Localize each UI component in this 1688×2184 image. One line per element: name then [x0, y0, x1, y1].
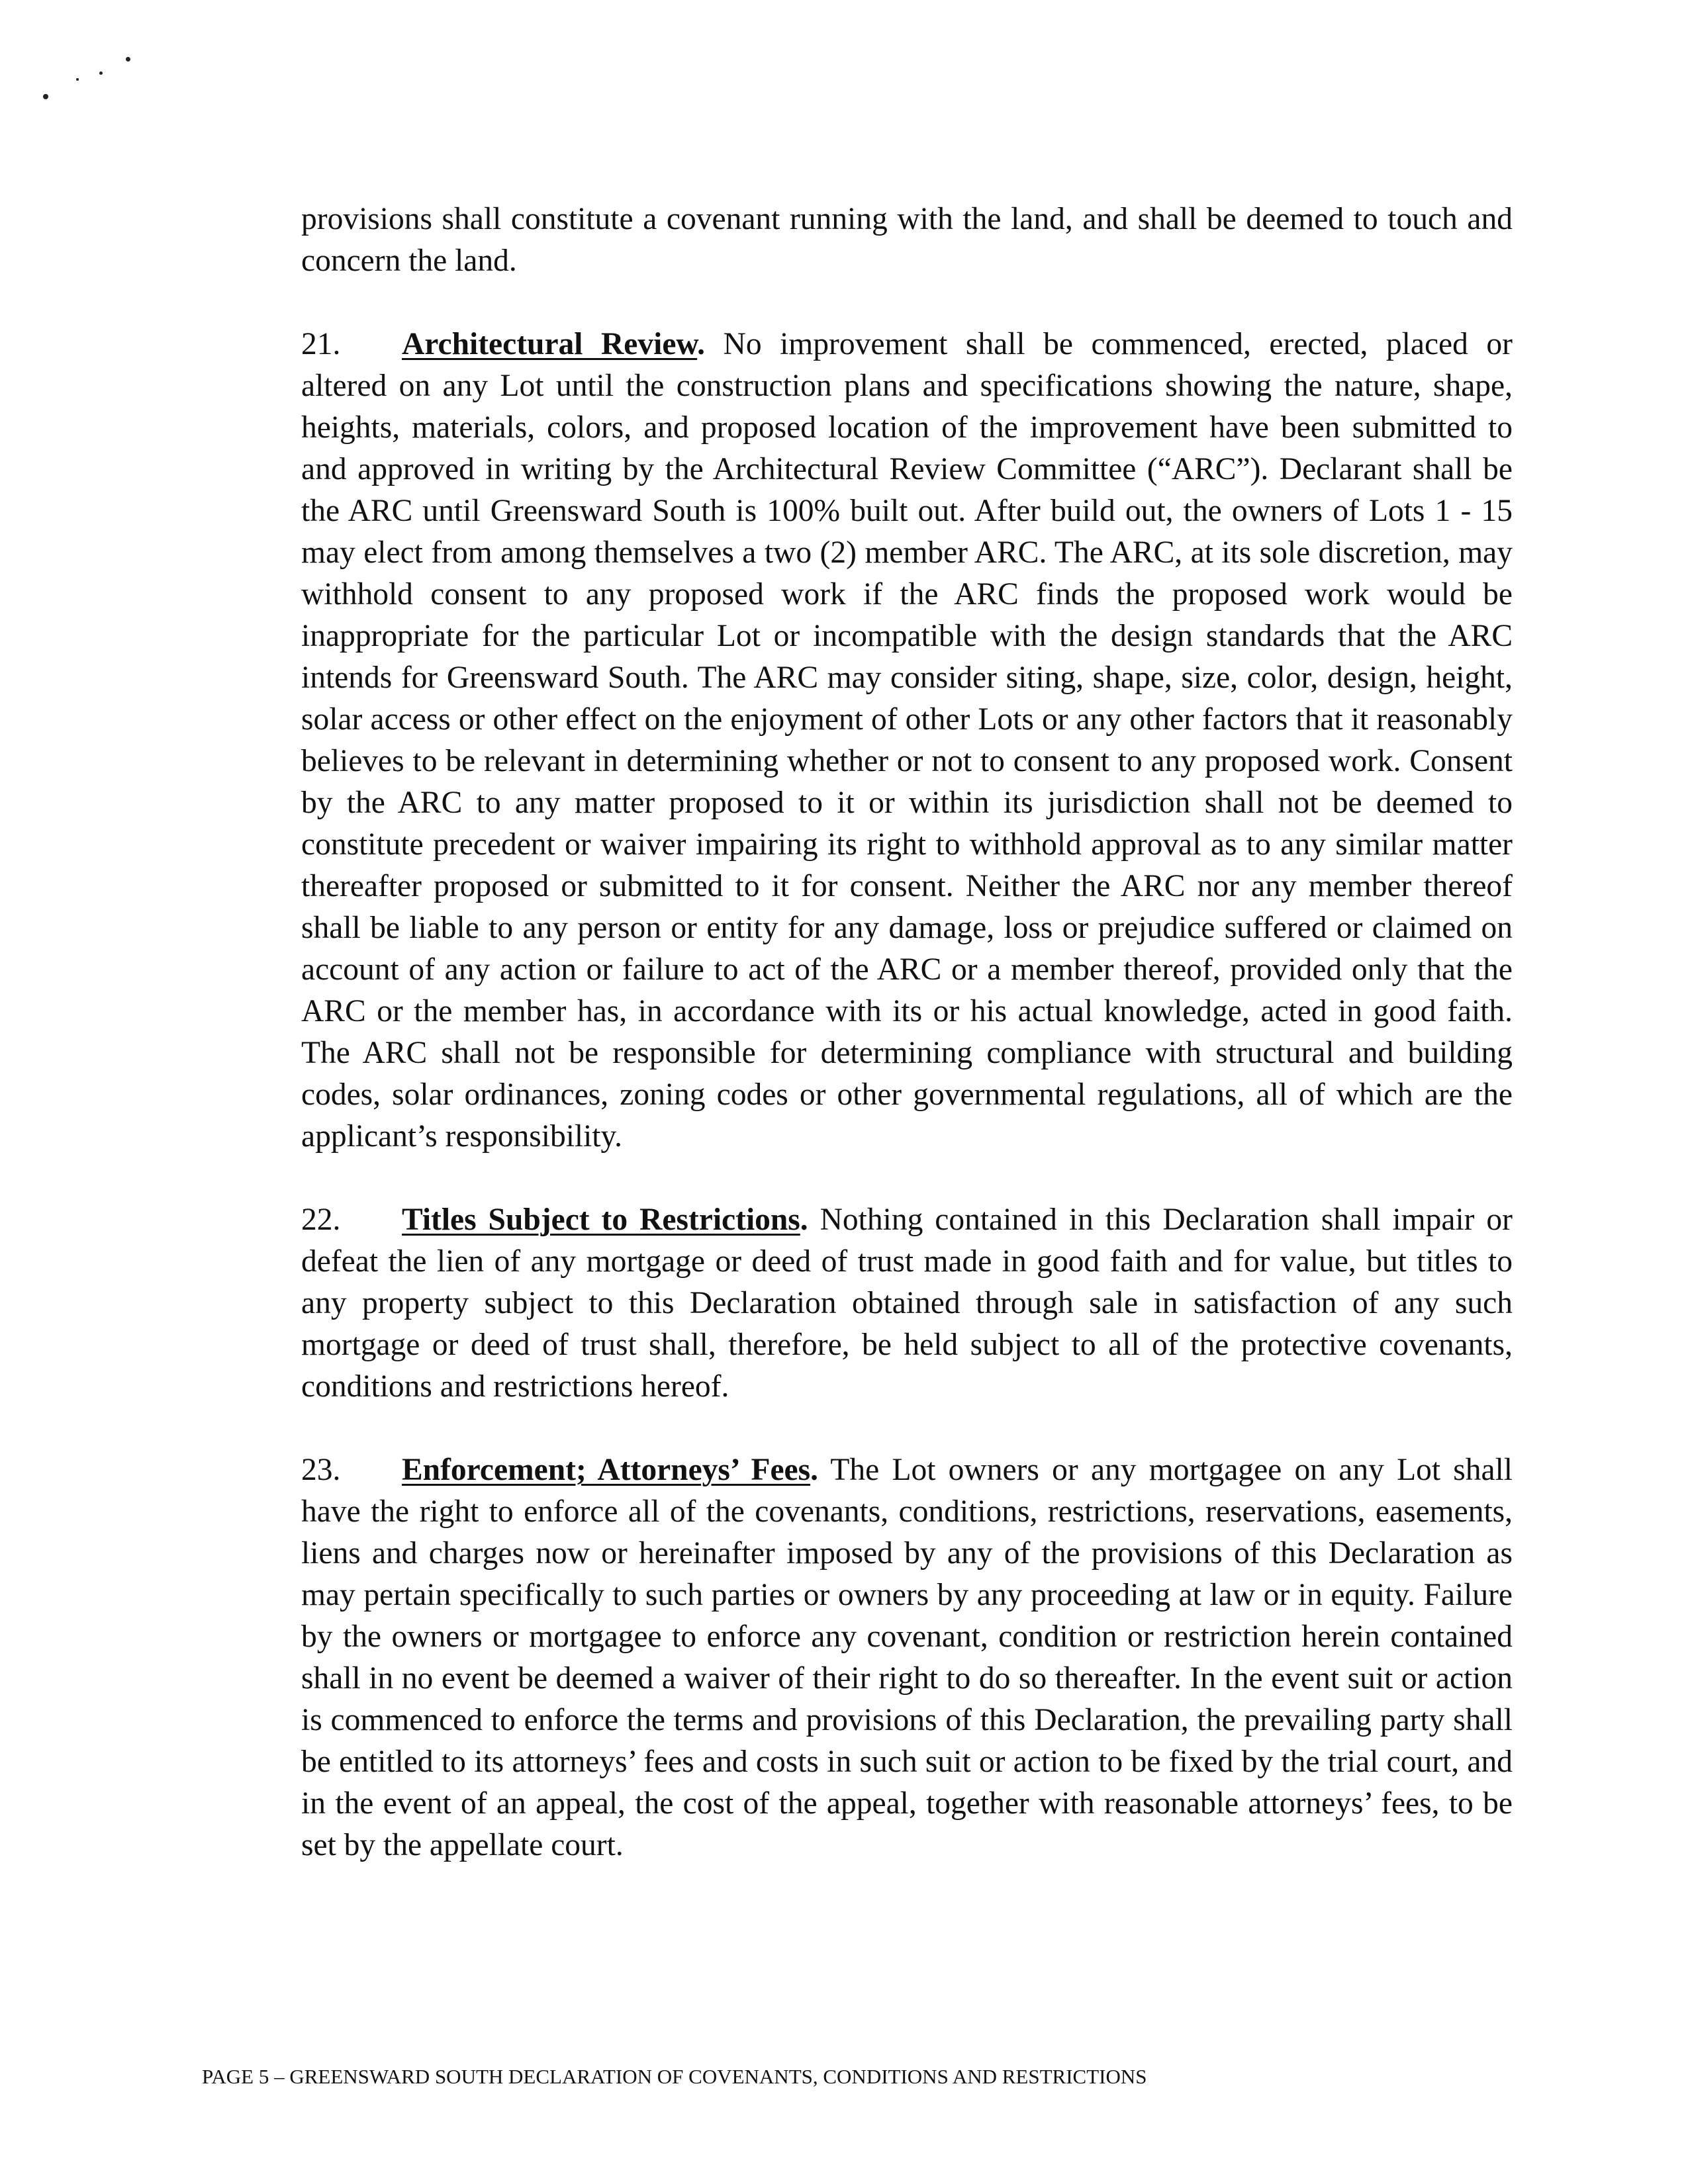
- heading-punctuation: .: [697, 327, 705, 361]
- section-heading: Enforcement; Attorneys’ Fees: [402, 1453, 811, 1487]
- section-23: [301, 1449, 1513, 1866]
- scan-speck: [99, 71, 103, 75]
- section-number: 22.: [301, 1203, 341, 1237]
- section-body: Nothing contained in this Declaration shall impair or defeat the lien of any mortgage or deed of trust made in good faith and for value, but titles to any property subject to this Declaration obtained through sale in satisfaction of any such mortgage or deed of trust shall, therefore, be held subject to all of the protective covenants, conditions and restrictions hereof.: [301, 1203, 1513, 1404]
- section-body: No improvement shall be commenced, erected, placed or altered on any Lot until the construction plans and specifications showing the nature, shape, heights, materials, colors, and proposed location of the improvement have been submitted to and approved in writing by the Architectural Review Committee (“ARC”). Declarant shall be the ARC until Greensward South is 100% built out. After build out, the owners of Lots 1 - 15 may elect from among themselves a two (2) member ARC. The ARC, at its sole discretion, may withhold consent to any proposed work if the ARC finds the proposed work would be inappropriate for the particular Lot or incompatible with the design standards that the ARC intends for Greensward South. The ARC may consider siting, shape, size, color, design, height, solar access or other effect on the enjoyment of other Lots or any other factors that it reasonably believes to be relevant in determining whether or not to consent to any proposed work. Consent by the ARC to any matter proposed to it or within its jurisdiction shall not be deemed to constitute precedent or waiver impairing its right to withhold approval as to any similar matter thereafter proposed or submitted to it for consent. Neither the ARC nor any member thereof shall be liable to any person or entity for any damage, loss or prejudice suffered or claimed on account of any action or failure to act of the ARC or a member thereof, provided only that the ARC or the member has, in accordance with its or his actual knowledge, acted in good faith. The ARC shall not be responsible for determining compliance with structural and building codes, solar ordinances, zoning codes or other governmental regulations, all of which are the applicant’s responsibility.: [301, 327, 1513, 1154]
- section-22: [301, 1199, 1513, 1408]
- page-footer: PAGE 5 – GREENSWARD SOUTH DECLARATION OF COVENANTS, CONDITIONS AND RESTRICTIONS: [202, 2065, 1147, 2088]
- section-number: 23.: [301, 1453, 341, 1487]
- section-heading: Architectural Review: [402, 327, 698, 361]
- scan-speck: [76, 78, 79, 81]
- section-body: The Lot owners or any mortgagee on any Lot shall have the right to enforce all of the covenants, conditions, restrictions, reservations, easements, liens and charges now or hereinafter imposed by any of the provisions of this Declaration as may pertain specifically to such parties or owners by any proceeding at law or in equity. Failure by the owners or mortgagee to enforce any covenant, condition or restriction herein contained shall in no event be deemed a waiver of their right to do so thereafter. In the event suit or action is commenced to enforce the terms and provisions of this Declaration, the prevailing party shall be entitled to its attorneys’ fees and costs in such suit or action to be fixed by the trial court, and in the event of an appeal, the cost of the appeal, together with reasonable attorneys’ fees, to be set by the appellate court.: [301, 1453, 1513, 1862]
- section-heading: Titles Subject to Restrictions: [402, 1203, 800, 1237]
- section-21: [301, 324, 1513, 1158]
- scan-speck: [126, 57, 130, 62]
- heading-punctuation: .: [800, 1203, 808, 1237]
- intro-paragraph: provisions shall constitute a covenant running with the land, and shall be deemed to touch and concern the land.: [301, 202, 1513, 278]
- document-body: [301, 199, 1513, 1866]
- section-number: 21.: [301, 327, 341, 361]
- heading-punctuation: .: [810, 1453, 818, 1487]
- scan-speck: [43, 94, 48, 99]
